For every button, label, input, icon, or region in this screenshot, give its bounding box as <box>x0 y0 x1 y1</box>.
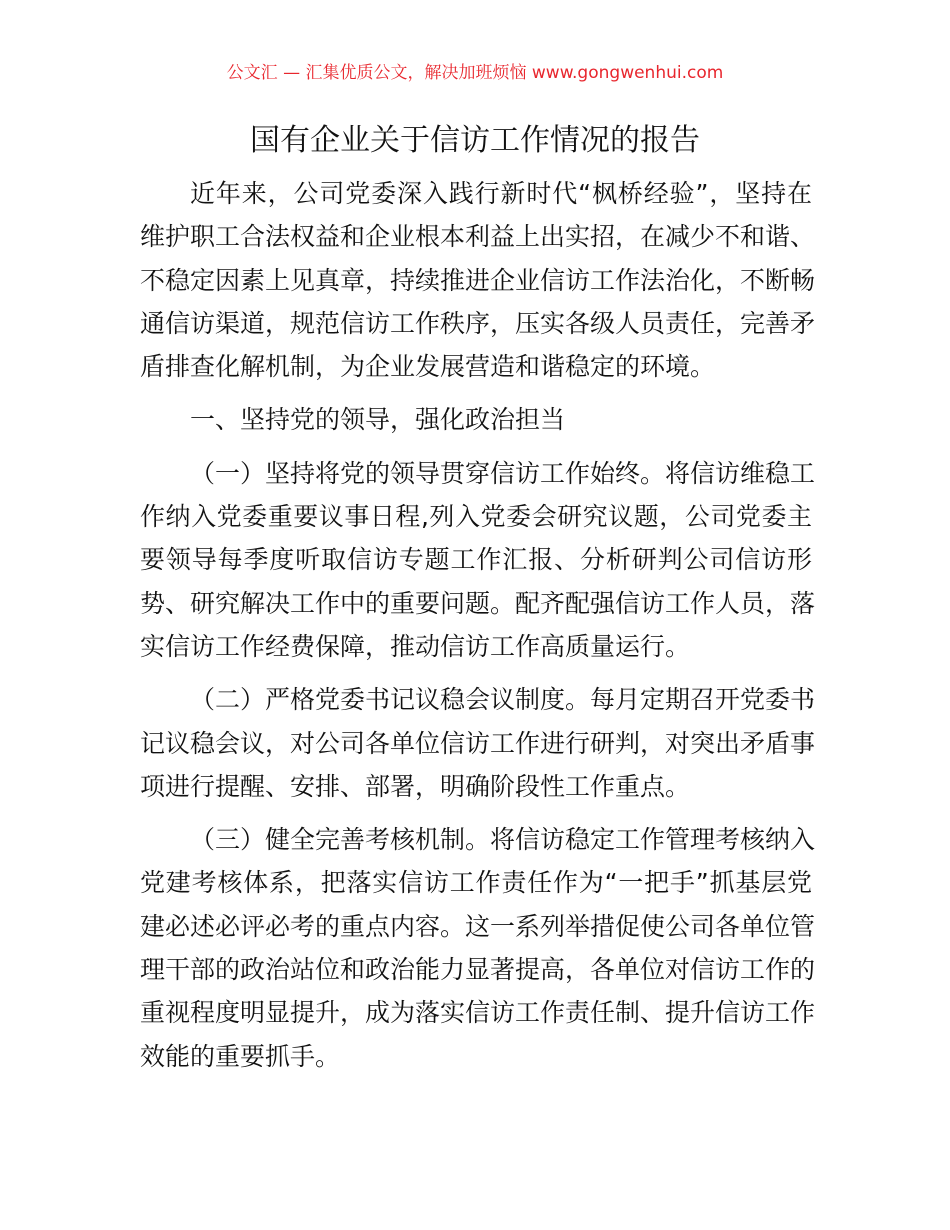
paragraph-line: （二）严格党委书记议稳会议制度。每月定期召开党委书 <box>190 685 816 715</box>
paragraph-line: 记议稳会议，对公司各单位信访工作进行研判，对突出矛盾事 <box>140 728 816 758</box>
paragraph-line: 重视程度明显提升，成为落实信访工作责任制、提升信访工作 <box>140 998 816 1028</box>
paragraph-line: 通信访渠道，规范信访工作秩序，压实各级人员责任，完善矛 <box>140 308 816 338</box>
paragraph-line: 项进行提醒、安排、部署，明确阶段性工作重点。 <box>140 771 691 801</box>
paragraph-line: 近年来，公司党委深入践行新时代“枫桥经验”，坚持在 <box>190 179 812 208</box>
paragraph-line: 维护职工合法权益和企业根本利益上出实招，在减少不和谐、 <box>140 222 816 252</box>
paragraph-line: 建必述必评必考的重点内容。这一系列举措促使公司各单位管 <box>140 911 816 941</box>
paragraph-line: （三）健全完善考核机制。将信访稳定工作管理考核纳入 <box>190 825 816 855</box>
section-heading <box>140 398 812 441</box>
paragraph-line: 盾排查化解机制，为企业发展营造和谐稳定的环境。 <box>140 352 716 382</box>
paragraph <box>140 452 816 668</box>
paragraph <box>140 678 816 808</box>
document-title: 国有企业关于信访工作情况的报告 <box>250 123 700 158</box>
paragraph <box>140 818 816 1078</box>
paragraph-line: 不稳定因素上见真章，持续推进企业信访工作法治化，不断畅 <box>140 265 816 295</box>
paragraph <box>140 172 816 388</box>
paragraph-line: 党建考核体系，把落实信访工作责任作为“一把手”抓基层党 <box>140 868 812 898</box>
paragraph-line: （一）坚持将党的领导贯穿信访工作始终。将信访维稳工 <box>190 458 816 488</box>
paragraph-line: 理干部的政治站位和政治能力显著提高，各单位对信访工作的 <box>140 955 816 985</box>
paragraph-line: 实信访工作经费保障，推动信访工作高质量运行。 <box>140 631 691 661</box>
document-body <box>140 172 816 1088</box>
paragraph-line: 势、研究解决工作中的重要问题。配齐配强信访工作人员，落 <box>140 588 816 618</box>
paragraph-line: 作纳入党委重要议事日程,列入党委会研究议题，公司党委主 <box>140 502 812 532</box>
paragraph-line: 一、坚持党的领导，强化政治担当 <box>190 405 566 435</box>
paragraph-line: 要领导每季度听取信访专题工作汇报、分析研判公司信访形 <box>140 545 812 575</box>
watermark-banner: 公文汇 — 汇集优质公文，解决加班烦恼 www.gongwenhui.com <box>226 63 724 83</box>
paragraph-line: 效能的重要抓手。 <box>140 1041 341 1071</box>
